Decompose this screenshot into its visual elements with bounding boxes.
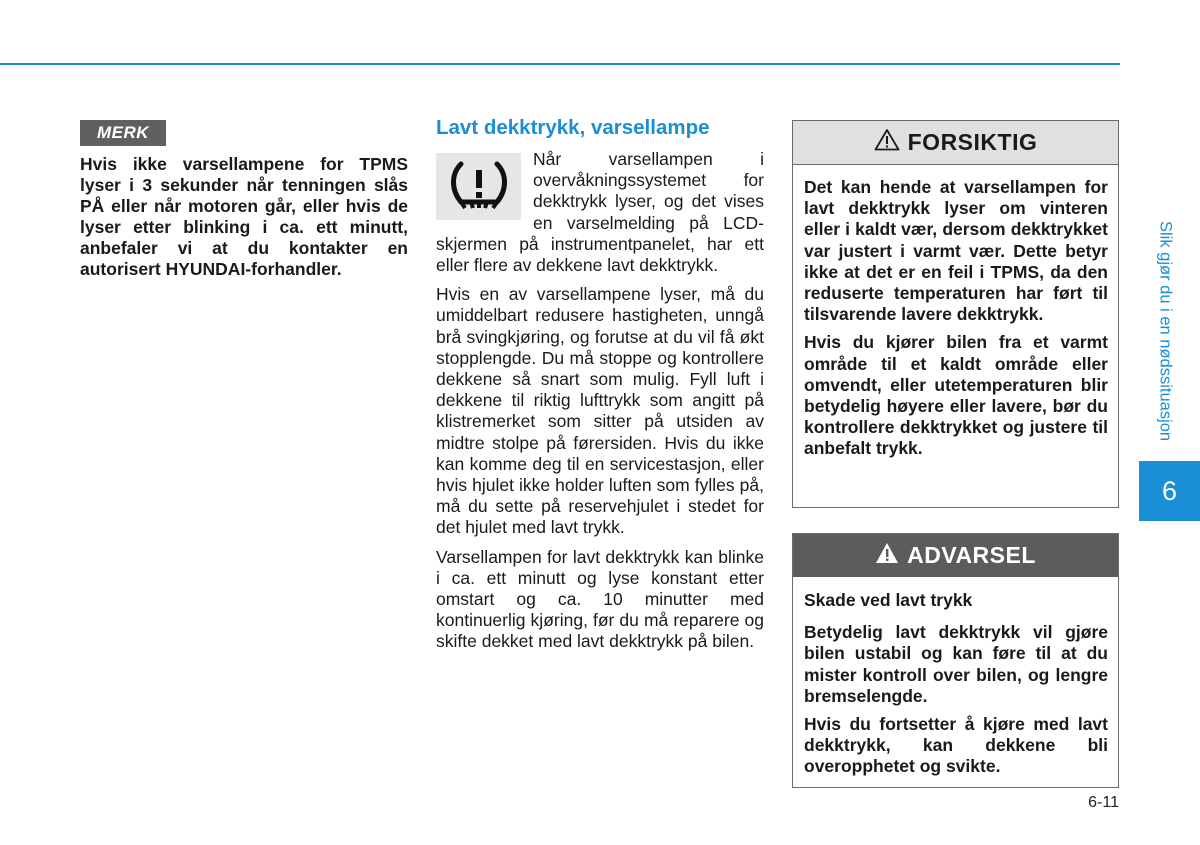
top-rule xyxy=(0,63,1120,65)
caution-box xyxy=(792,120,1119,508)
section-heading: Lavt dekktrykk, varsellampe xyxy=(436,116,710,139)
chapter-side-title xyxy=(1139,205,1191,458)
chapter-side-title-text: Slik gjør du i en nødssituasjon xyxy=(1156,221,1175,442)
note-label: MERK xyxy=(80,120,166,146)
warning-header xyxy=(793,534,1118,577)
caution-header xyxy=(793,121,1118,165)
caution-paragraph: Det kan hende at varsellampen for lavt dekktrykk lyser om vinteren eller i kaldt vær, dersom dekktrykket var justert i varmt vær. Dette betyr ikke at det er en feil i TPMS, da den reduserte temperaturen har ført til tilsvarende lavere dekktrykk. xyxy=(804,177,1108,325)
chapter-tab: 6 xyxy=(1139,461,1200,521)
section-paragraph: Hvis en av varsellampene lyser, må du umiddelbart redusere hastigheten, unngå brå svingkjøring, og forutse at du vil få økt stopplengde. Du må stoppe og kontrollere dekkene så snart som mulig. Fyll luft i dekkene til riktig lufttrykk som angitt på klistremerket som sitter på utsiden av midtre stolpe på førersiden. Hvis du ikke kan komme deg til en servicestasjon, eller hvis hjulet ikke holder luften som fylles på, må du sette på reservehjulet i stedet for det hjulet med lavt trykk. xyxy=(436,284,764,538)
caution-title: FORSIKTIG xyxy=(907,129,1038,155)
page-number: 6-11 xyxy=(1088,794,1119,811)
warning-paragraph: Betydelig lavt dekktrykk vil gjøre bilen ustabil og kan føre til at du mister kontroll over bilen, og lengre bremselengde. xyxy=(804,622,1108,706)
warning-subheading: Skade ved lavt trykk xyxy=(804,590,973,610)
tpms-warning-icon xyxy=(436,153,521,220)
section-paragraph: Når varsellampen i overvåkningssystemet for dekktrykk lyser, og det vises en varselmelding på LCD-skjermen på instrumentpanelet, har ett eller flere av dekkene lavt dekktrykk. xyxy=(436,149,764,276)
warning-title: ADVARSEL xyxy=(907,542,1036,568)
caution-body xyxy=(793,165,1118,460)
warning-body xyxy=(793,577,1118,778)
caution-triangle-icon xyxy=(874,128,900,157)
note-text: Hvis ikke varsellampene for TPMS lyser i 3 sekunder når tenningen slås PÅ eller når motoren går, eller hvis de lyser etter blinking i ca. ett minutt, anbefaler vi at du kontakter en autorisert HYUNDAI-forhandler. xyxy=(80,154,408,279)
section-body xyxy=(436,149,764,661)
warning-paragraph: Hvis du fortsetter å kjøre med lavt dekktrykk, kan dekkene bli overopphetet og svikte. xyxy=(804,714,1108,777)
warning-box xyxy=(792,533,1119,788)
warning-triangle-icon xyxy=(875,542,899,570)
caution-paragraph: Hvis du kjører bilen fra et varmt område til et kaldt område eller omvendt, eller utetemperaturen blir betydelig høyere eller lavere, bør du kontrollere dekktrykket og justere til anbefalt trykk. xyxy=(804,332,1108,459)
section-paragraph: Varsellampen for lavt dekktrykk kan blinke i ca. ett minutt og lyse konstant etter omstart og ca. 10 minutter med kontinuerlig kjøring, før du må reparere og skifte dekket med lavt dekktrykk på bilen. xyxy=(436,546,764,652)
